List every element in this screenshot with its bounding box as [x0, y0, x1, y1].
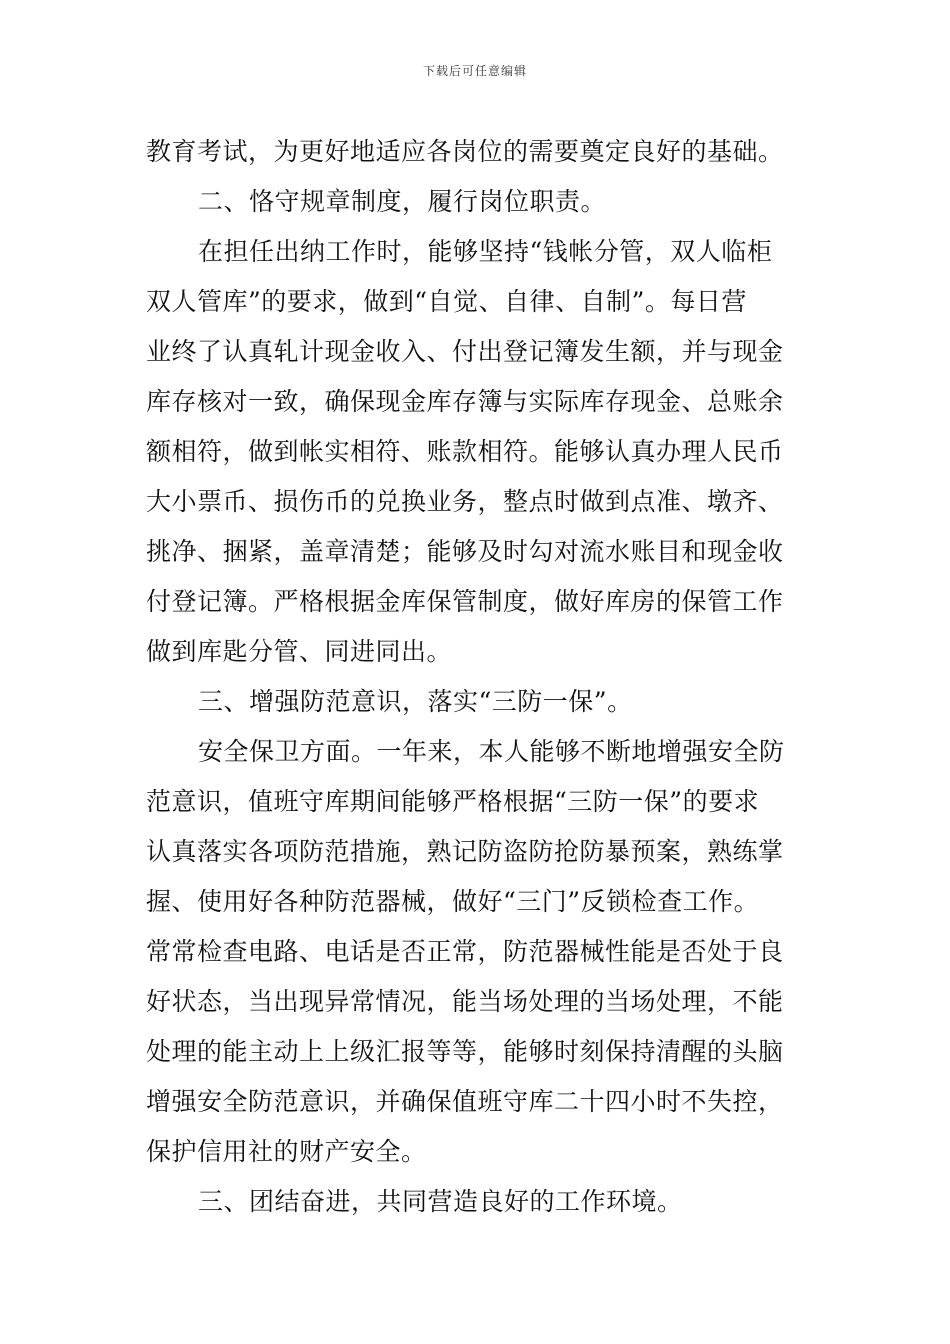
text-line: 挑净、捆紧，盖章清楚；能够及时勾对流水账目和现金收 [146, 537, 784, 566]
text-line: 业终了认真轧计现金收入、付出登记簿发生额，并与现金 [146, 337, 784, 366]
text-line: 在担任出纳工作时，能够坚持“钱帐分管，双人临柜 [198, 237, 773, 266]
text-line: 范意识，值班守库期间能够严格根据“三防一保”的要求 [146, 787, 760, 816]
text-line: 常常检查电路、电话是否正常，防范器械性能是否处于良 [146, 937, 784, 966]
text-line: 教育考试，为更好地适应各岗位的需要奠定良好的基础。 [146, 137, 784, 166]
text-line: 额相符，做到帐实相符、账款相符。能够认真办理人民币 [146, 437, 784, 466]
text-line: 握、使用好各种防范器械，做好“三门”反锁检查工作。 [146, 887, 760, 916]
document-body [146, 127, 806, 1227]
text-line: 二、恪守规章制度，履行岗位职责。 [198, 187, 607, 216]
text-line: 大小票币、损伤币的兑换业务，整点时做到点准、墩齐、 [146, 487, 784, 516]
text-line: 双人管库”的要求，做到“自觉、自律、自制”。每日营 [146, 287, 747, 316]
page-header: 下载后可任意编辑 [422, 64, 527, 78]
text-line: 安全保卫方面。一年来，本人能够不断地增强安全防 [198, 737, 785, 766]
text-line: 三、团结奋进，共同营造良好的工作环境。 [198, 1187, 683, 1216]
text-line: 好状态，当出现异常情况，能当场处理的当场处理，不能 [146, 987, 784, 1016]
text-line: 做到库匙分管、同进同出。 [146, 637, 453, 666]
text-line: 认真落实各项防范措施，熟记防盗防抢防暴预案，熟练掌 [146, 837, 784, 866]
text-line: 处理的能主动上上级汇报等等，能够时刻保持清醒的头脑 [146, 1037, 784, 1066]
text-line: 保护信用社的财产安全。 [146, 1137, 427, 1166]
text-line: 增强安全防范意识，并确保值班守库二十四小时不失控， [146, 1087, 784, 1116]
text-line: 三、增强防范意识，落实“三防一保”。 [198, 687, 633, 716]
text-line: 付登记簿。严格根据金库保管制度，做好库房的保管工作 [146, 587, 784, 616]
text-line: 库存核对一致，确保现金库存簿与实际库存现金、总账余 [146, 387, 784, 416]
